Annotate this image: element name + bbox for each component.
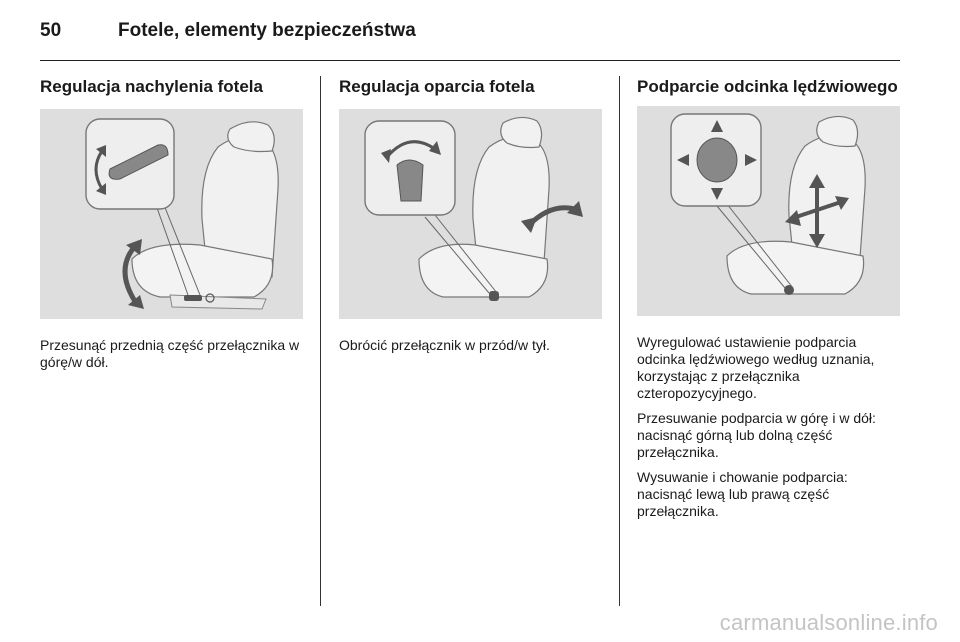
paragraph: Obrócić przełącznik w przód/w tył. — [339, 337, 550, 353]
seat-backrest-recline-illustration — [339, 109, 602, 319]
paragraph: Wyregulować ustawienie podparcia odcinka lędźwiowego według uznania, korzystając z przełącznika czteropozycyjnego. — [637, 334, 875, 401]
seat-cushion-tilt-illustration — [40, 109, 303, 319]
section-backrest — [339, 76, 603, 362]
page-number: 50 — [40, 20, 62, 41]
section-lumbar — [637, 76, 901, 528]
column-divider — [619, 76, 620, 606]
column-divider — [320, 76, 321, 606]
watermark: carmanualsonline.info — [719, 610, 938, 635]
section-body — [339, 337, 603, 354]
paragraph: Przesuwanie podparcia w górę i w dół: nacisnąć górną lub dolną część przełącznika. — [637, 410, 876, 460]
section-title: Regulacja nachylenia fotela — [40, 77, 263, 96]
page-header — [40, 20, 416, 50]
lumbar-support-illustration — [637, 106, 900, 316]
section-title: Regulacja oparcia fotela — [339, 77, 535, 96]
section-seat-tilt — [40, 76, 304, 379]
section-title: Podparcie odcinka lędźwiowego — [637, 77, 898, 96]
chapter-title: Fotele, elementy bezpieczeństwa — [118, 20, 416, 41]
section-body — [40, 337, 304, 371]
section-body — [637, 334, 901, 520]
header-divider — [40, 60, 900, 61]
paragraph: Wysuwanie i chowanie podparcia: nacisnąć lewą lub prawą część przełącznika. — [637, 469, 848, 519]
paragraph: Przesunąć przednią część przełącznika w górę/w dół. — [40, 337, 300, 370]
